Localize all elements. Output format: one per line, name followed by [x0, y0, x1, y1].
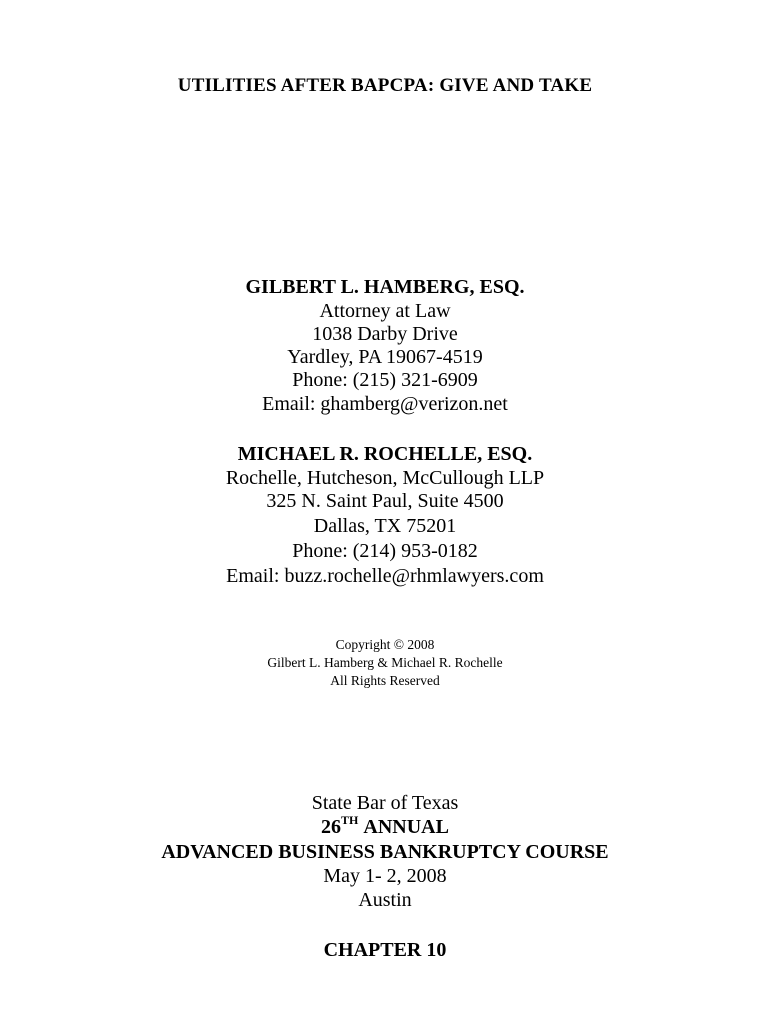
edition-number: 26: [321, 816, 342, 838]
author-1-line: Phone: (215) 321-6909: [292, 369, 478, 391]
author-2-email: Email: buzz.rochelle@rhmlawyers.com: [226, 565, 544, 587]
course-edition: [0, 813, 770, 838]
copyright-holders: Gilbert L. Hamberg & Michael R. Rochelle: [267, 655, 503, 670]
edition-word: ANNUAL: [363, 816, 449, 838]
author-1-line: Yardley, PA 19067-4519: [287, 346, 483, 368]
course-city: Austin: [358, 889, 412, 911]
copyright-line: Copyright © 2008: [335, 637, 435, 652]
author-2-line: Rochelle, Hutcheson, McCullough LLP: [225, 467, 545, 489]
author-2-line: Phone: (214) 953-0182: [292, 540, 478, 562]
author-1-name: GILBERT L. HAMBERG, ESQ.: [245, 276, 525, 298]
course-dates: May 1- 2, 2008: [323, 865, 447, 887]
document-title: UTILITIES AFTER BAPCPA: GIVE AND TAKE: [177, 75, 593, 96]
author-1-email: Email: ghamberg@verizon.net: [262, 393, 508, 415]
author-2-line: 325 N. Saint Paul, Suite 4500: [266, 490, 504, 512]
course-organizer: State Bar of Texas: [311, 792, 459, 814]
edition-suffix: TH: [341, 813, 359, 827]
author-2-name: MICHAEL R. ROCHELLE, ESQ.: [237, 443, 533, 465]
author-1-line: 1038 Darby Drive: [312, 323, 458, 345]
author-1-line: Attorney at Law: [319, 300, 451, 322]
author-2-line: Dallas, TX 75201: [313, 515, 457, 537]
rights-reserved: All Rights Reserved: [330, 673, 440, 688]
course-name: ADVANCED BUSINESS BANKRUPTCY COURSE: [161, 841, 609, 863]
chapter-heading: CHAPTER 10: [323, 939, 447, 961]
